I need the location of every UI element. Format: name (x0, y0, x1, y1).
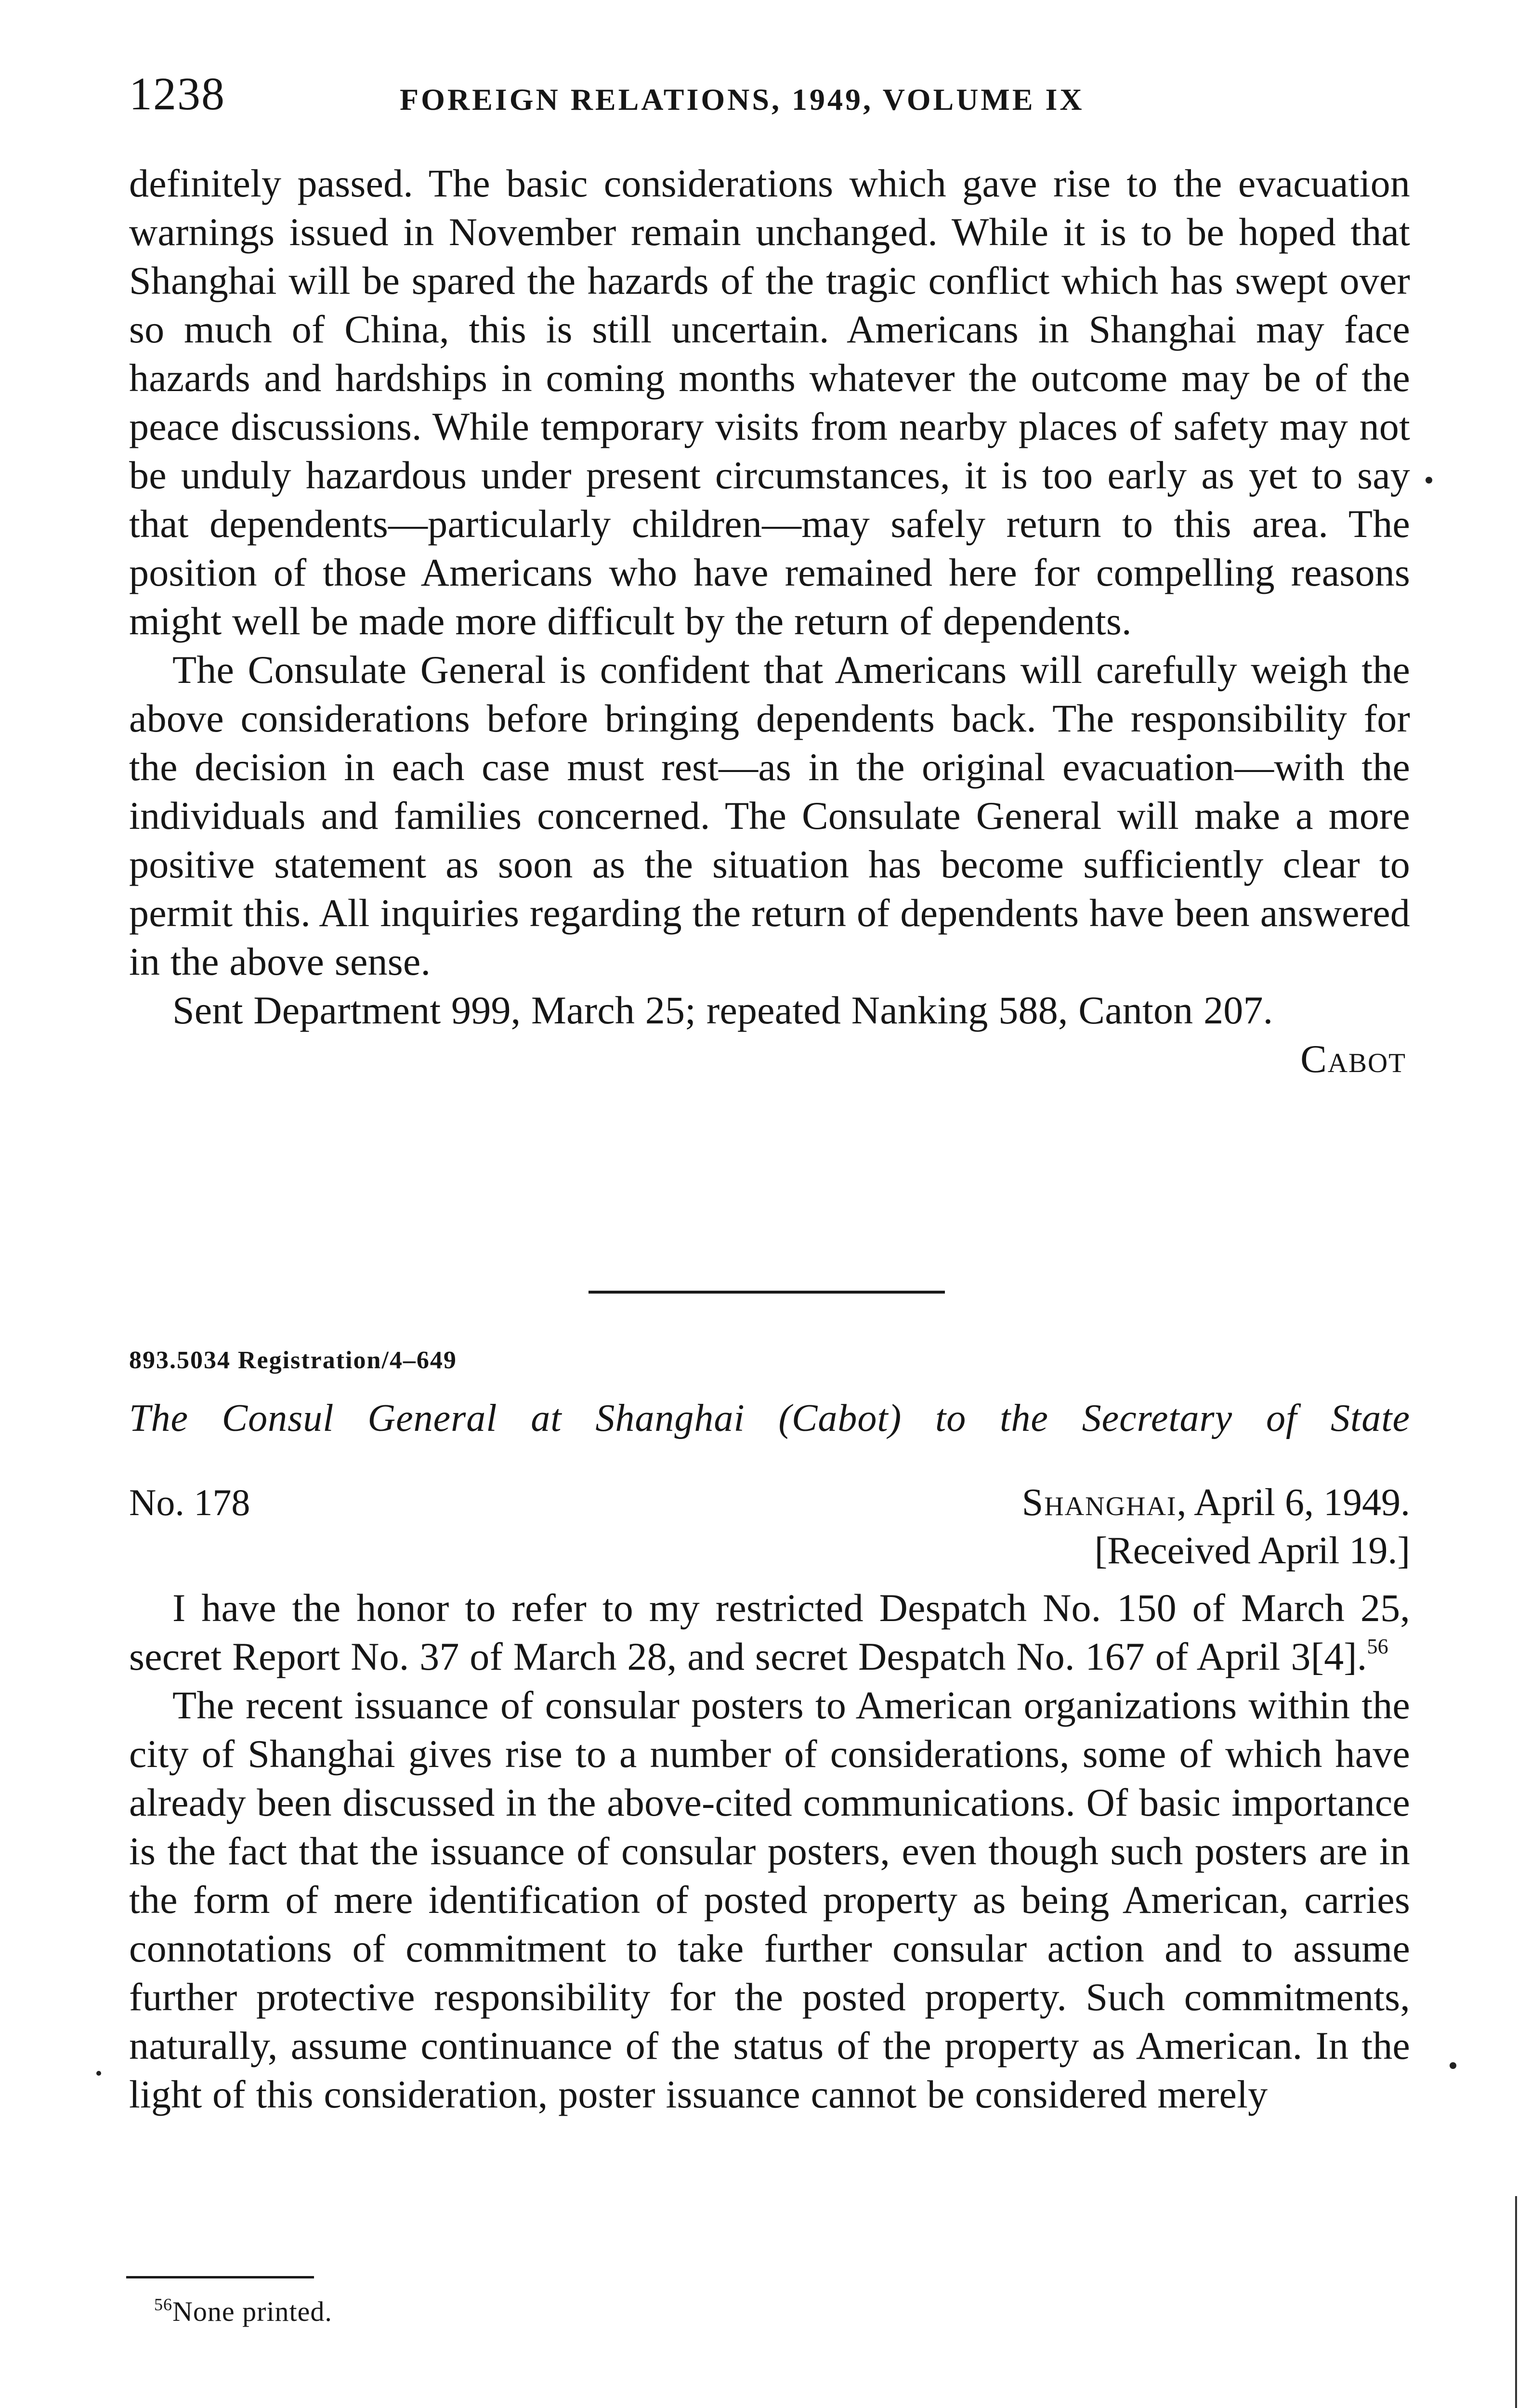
margin-speck (96, 2071, 101, 2076)
margin-speck (1450, 2062, 1456, 2069)
paragraph-text: I have the honor to refer to my restricted Despatch No. 150 of March 25, secret Report No. 37 of March 28, and secret Despatch No. 167 of April 3[4]. (129, 1586, 1410, 1678)
received-date: [Received April 19.] (1094, 1530, 1410, 1572)
footnote (154, 2292, 332, 2331)
document-title: The Consul General at Shanghai (Cabot) to the Secretary of State (129, 1397, 1410, 1440)
running-head (0, 67, 1518, 120)
document-body (129, 1584, 1410, 2119)
running-title: FOREIGN RELATIONS, 1949, VOLUME IX (400, 82, 1085, 117)
footnote-number: 56 (154, 2295, 172, 2314)
page-edge-shadow (1515, 2196, 1517, 2408)
place-and-date (1022, 1479, 1410, 1527)
footnote-text: None printed. (172, 2296, 332, 2327)
body-paragraph: The recent issuance of consular posters to American organizations within the city of Shanghai gives rise to a number of considerations, some of which have already been discussed in the above-cited communications. Of basic importance is the fact that the issuance of consular posters, even though such posters are in the form of mere identification of posted property as being American, carries connotations of commitment to take further consular action and to assume further protective responsibility for the posted property. Such commitments, naturally, assume continuance of the status of the property as American. In the light of this consideration, poster issuance cannot be considered merely (129, 1683, 1410, 2116)
page-number: 1238 (129, 68, 225, 119)
distribution-line: Sent Department 999, March 25; repeated Nanking 588, Canton 207. (172, 988, 1273, 1032)
margin-speck (1426, 477, 1432, 484)
file-number: 893.5034 Registration/4–649 (129, 1347, 457, 1374)
footnote-divider (126, 2276, 314, 2278)
body-paragraph (129, 1584, 1410, 1681)
place-name: Shanghai (1021, 1481, 1177, 1524)
body-paragraph: definitely passed. The basic considerations which gave rise to the evacuation warnings issued in November remain unchanged. While it is to be hoped that Shanghai will be spared the hazards of the tragic conflict which has swept over so much of China, this is still uncertain. Americans in Shanghai may face hazards and hardships in coming months whatever the outcome may be of the peace discussions. While temporary visits from nearby places of safety may not be unduly hazardous under present circumstances, it is too early as yet to say that dependents—particularly children—may safely return to this area. The position of those Americans who have remained here for compelling reasons might well be made more difficult by the return of dependents. (129, 161, 1410, 643)
signature: Cabot (1300, 1037, 1406, 1081)
document-date: , April 6, 1949. (1177, 1481, 1410, 1524)
footnote-reference: 56 (1367, 1635, 1388, 1658)
body-paragraph: The Consulate General is confident that Americans will carefully weigh the above considerations before bringing dependents back. The responsibility for the decision in each case must rest—as in the original evacuation—with the individuals and families concerned. The Consulate General will make a more positive statement as soon as the situation has become sufficiently clear to permit this. All inquiries regarding the return of dependents have been answered in the above sense. (129, 648, 1410, 983)
continued-document-body (129, 159, 1410, 1083)
despatch-number: No. 178 (129, 1481, 250, 1523)
document-heading (129, 1479, 1410, 1575)
section-divider (589, 1291, 945, 1294)
